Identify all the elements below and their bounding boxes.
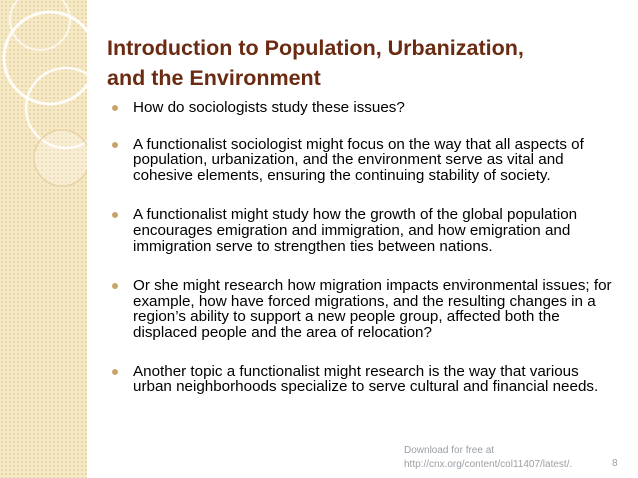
bullet-text: A functionalist sociologist might focus on the way that all aspects of population, urbanization, and the environment serve as vital and cohesive elements, ensuring the continuing stability of society. [133,135,584,184]
bullet-item [112,364,617,395]
bullet-text: Or she might research how migration impacts environmental issues; for example, how have forced migrations, and the resulting changes in a region’s ability to support a new people group, affected both the displaced people and the area of relocation? [133,277,612,341]
bullet-item [112,100,617,116]
bullet-dot-icon [112,142,118,148]
page-number: 8 [612,458,618,469]
title-line-1: Introduction to Population, Urbanization, [107,36,524,60]
bullet-text: Another topic a functionalist might research is the way that various urban neighborhoods specialize to serve cultural and financial needs. [133,362,599,396]
bullet-dot-icon [112,283,118,289]
source-footer [404,444,572,471]
decorative-side-band [0,0,87,478]
bullet-item [112,207,617,254]
bullet-item [112,278,617,340]
decorative-circles-graphic [0,0,87,478]
bullet-item [112,137,617,184]
bullet-dot-icon [112,105,118,111]
bullet-dot-icon [112,369,118,375]
bullet-text: A functionalist might study how the growth of the global population encourages emigration and immigration, and how emigration and immigration serve to strengthen ties between nations. [133,206,578,255]
bullet-dot-icon [112,212,118,218]
title-line-2: and the Environment [107,66,321,90]
slide-title [107,33,607,93]
bullet-text: How do sociologists study these issues? [133,99,405,116]
bullet-list [112,100,617,395]
footer-line-1: Download for free at [404,445,495,456]
footer-source-link[interactable]: http://cnx.org/content/col11407/latest/. [404,458,573,470]
